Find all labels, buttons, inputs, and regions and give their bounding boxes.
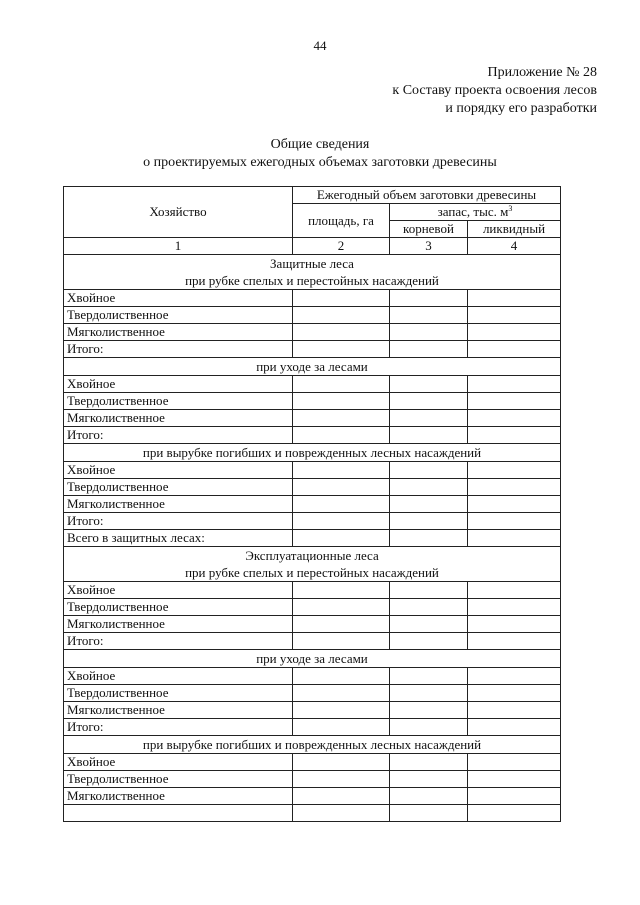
section-title bbox=[64, 255, 561, 290]
appendix-reference-cont: и порядку его разработки bbox=[445, 101, 597, 116]
appendix-reference: к Составу проекта освоения лесов bbox=[392, 83, 597, 98]
liquid-cell bbox=[468, 633, 561, 650]
liquid-cell bbox=[468, 599, 561, 616]
header-stock bbox=[390, 204, 561, 221]
liquid-cell bbox=[468, 479, 561, 496]
area-cell bbox=[293, 582, 390, 599]
root-cell bbox=[390, 307, 468, 324]
document-title bbox=[0, 136, 640, 172]
page-number: 44 bbox=[313, 38, 327, 53]
area-cell bbox=[293, 771, 390, 788]
liquid-cell bbox=[468, 719, 561, 736]
row-label: Мягколиственное bbox=[64, 324, 293, 341]
col-number-2: 2 bbox=[293, 238, 390, 255]
section-header bbox=[64, 444, 561, 462]
section-title bbox=[64, 650, 561, 668]
row-label: Хвойное bbox=[64, 376, 293, 393]
table-row bbox=[64, 633, 561, 650]
liquid-cell bbox=[468, 805, 561, 822]
row-label: Твердолиственное bbox=[64, 479, 293, 496]
row-label: Итого: bbox=[64, 719, 293, 736]
area-cell bbox=[293, 530, 390, 547]
liquid-cell bbox=[468, 410, 561, 427]
column-number-row bbox=[64, 238, 561, 255]
row-label: Твердолиственное bbox=[64, 771, 293, 788]
table-row bbox=[64, 599, 561, 616]
area-cell bbox=[293, 393, 390, 410]
area-cell bbox=[293, 324, 390, 341]
section-title-line: при рубке спелых и перестойных насаждений bbox=[185, 565, 439, 580]
area-cell bbox=[293, 719, 390, 736]
appendix-number: Приложение № 28 bbox=[487, 65, 597, 80]
table-row bbox=[64, 307, 561, 324]
title-line-2: о проектируемых ежегодных объемах заготовки древесины bbox=[143, 155, 497, 170]
table-row bbox=[64, 324, 561, 341]
table-row bbox=[64, 582, 561, 599]
root-cell bbox=[390, 668, 468, 685]
section-title bbox=[64, 358, 561, 376]
table-row bbox=[64, 668, 561, 685]
row-label: Итого: bbox=[64, 341, 293, 358]
liquid-cell bbox=[468, 702, 561, 719]
row-label: Хвойное bbox=[64, 462, 293, 479]
liquid-cell bbox=[468, 376, 561, 393]
row-label: Мягколиственное bbox=[64, 410, 293, 427]
area-cell bbox=[293, 479, 390, 496]
root-cell bbox=[390, 582, 468, 599]
root-cell bbox=[390, 719, 468, 736]
root-cell bbox=[390, 685, 468, 702]
row-label: Итого: bbox=[64, 427, 293, 444]
root-cell bbox=[390, 702, 468, 719]
header-liquid: ликвидный bbox=[468, 221, 561, 238]
section-title-line: при уходе за лесами bbox=[256, 651, 368, 666]
root-cell bbox=[390, 754, 468, 771]
row-label: Твердолиственное bbox=[64, 393, 293, 410]
section-title bbox=[64, 444, 561, 462]
liquid-cell bbox=[468, 307, 561, 324]
header-stock-sup: 3 bbox=[508, 204, 513, 213]
table-row bbox=[64, 719, 561, 736]
liquid-cell bbox=[468, 771, 561, 788]
area-cell bbox=[293, 341, 390, 358]
section-title bbox=[64, 547, 561, 582]
liquid-cell bbox=[468, 462, 561, 479]
section-header bbox=[64, 358, 561, 376]
root-cell bbox=[390, 324, 468, 341]
root-cell bbox=[390, 788, 468, 805]
liquid-cell bbox=[468, 290, 561, 307]
row-label: Хвойное bbox=[64, 290, 293, 307]
area-cell bbox=[293, 462, 390, 479]
root-cell bbox=[390, 410, 468, 427]
root-cell bbox=[390, 479, 468, 496]
header-area: площадь, га bbox=[293, 204, 390, 238]
header-row-1 bbox=[64, 187, 561, 204]
row-label: Мягколиственное bbox=[64, 496, 293, 513]
area-cell bbox=[293, 496, 390, 513]
root-cell bbox=[390, 805, 468, 822]
root-cell bbox=[390, 496, 468, 513]
header-root: корневой bbox=[390, 221, 468, 238]
area-cell bbox=[293, 513, 390, 530]
area-cell bbox=[293, 685, 390, 702]
table-row bbox=[64, 427, 561, 444]
liquid-cell bbox=[468, 530, 561, 547]
row-label: Твердолиственное bbox=[64, 599, 293, 616]
area-cell bbox=[293, 410, 390, 427]
row-label: Мягколиственное bbox=[64, 616, 293, 633]
row-label: Всего в защитных лесах: bbox=[64, 530, 293, 547]
root-cell bbox=[390, 633, 468, 650]
table-row bbox=[64, 462, 561, 479]
title-line-1: Общие сведения bbox=[270, 137, 370, 152]
root-cell bbox=[390, 771, 468, 788]
root-cell bbox=[390, 393, 468, 410]
row-label bbox=[64, 805, 293, 822]
col-number-3: 3 bbox=[390, 238, 468, 255]
liquid-cell bbox=[468, 788, 561, 805]
root-cell bbox=[390, 341, 468, 358]
liquid-cell bbox=[468, 496, 561, 513]
area-cell bbox=[293, 290, 390, 307]
table-row bbox=[64, 290, 561, 307]
harvest-volume-table bbox=[63, 186, 561, 822]
section-header bbox=[64, 650, 561, 668]
root-cell bbox=[390, 376, 468, 393]
area-cell bbox=[293, 307, 390, 324]
section-title-line: Защитные леса bbox=[270, 256, 354, 271]
table-row bbox=[64, 376, 561, 393]
appendix-note bbox=[392, 64, 597, 118]
area-cell bbox=[293, 754, 390, 771]
area-cell bbox=[293, 702, 390, 719]
root-cell bbox=[390, 462, 468, 479]
liquid-cell bbox=[468, 582, 561, 599]
table-row bbox=[64, 788, 561, 805]
row-label: Хвойное bbox=[64, 754, 293, 771]
liquid-cell bbox=[468, 685, 561, 702]
area-cell bbox=[293, 805, 390, 822]
section-header bbox=[64, 547, 561, 582]
table-row bbox=[64, 341, 561, 358]
row-label: Мягколиственное bbox=[64, 702, 293, 719]
col-number-4: 4 bbox=[468, 238, 561, 255]
liquid-cell bbox=[468, 754, 561, 771]
area-cell bbox=[293, 427, 390, 444]
area-cell bbox=[293, 599, 390, 616]
section-header bbox=[64, 736, 561, 754]
liquid-cell bbox=[468, 324, 561, 341]
liquid-cell bbox=[468, 616, 561, 633]
area-cell bbox=[293, 616, 390, 633]
header-economy: Хозяйство bbox=[64, 187, 293, 238]
col-number-1: 1 bbox=[64, 238, 293, 255]
table-row bbox=[64, 513, 561, 530]
liquid-cell bbox=[468, 513, 561, 530]
table-row bbox=[64, 393, 561, 410]
root-cell bbox=[390, 427, 468, 444]
table-row bbox=[64, 771, 561, 788]
section-title-line: при уходе за лесами bbox=[256, 359, 368, 374]
area-cell bbox=[293, 788, 390, 805]
section-title-line: при рубке спелых и перестойных насаждений bbox=[185, 273, 439, 288]
table-row bbox=[64, 496, 561, 513]
section-title-line: при вырубке погибших и поврежденных лесных насаждений bbox=[142, 737, 482, 752]
header-annual-volume: Ежегодный объем заготовки древесины bbox=[293, 187, 561, 204]
table-row bbox=[64, 479, 561, 496]
section-title-line: при вырубке погибших и поврежденных лесных насаждений bbox=[142, 445, 482, 460]
table-row bbox=[64, 805, 561, 822]
area-cell bbox=[293, 633, 390, 650]
section-header bbox=[64, 255, 561, 290]
root-cell bbox=[390, 290, 468, 307]
area-cell bbox=[293, 668, 390, 685]
liquid-cell bbox=[468, 341, 561, 358]
table-row bbox=[64, 702, 561, 719]
liquid-cell bbox=[468, 427, 561, 444]
root-cell bbox=[390, 513, 468, 530]
header-stock-label: запас, тыс. м bbox=[437, 204, 509, 219]
section-title-line: Эксплуатационные леса bbox=[245, 548, 379, 563]
section-title bbox=[64, 736, 561, 754]
table-row bbox=[64, 754, 561, 771]
liquid-cell bbox=[468, 393, 561, 410]
row-label: Итого: bbox=[64, 513, 293, 530]
row-label: Твердолиственное bbox=[64, 307, 293, 324]
table-row bbox=[64, 685, 561, 702]
root-cell bbox=[390, 530, 468, 547]
row-label: Хвойное bbox=[64, 582, 293, 599]
table-row bbox=[64, 616, 561, 633]
table-row bbox=[64, 530, 561, 547]
liquid-cell bbox=[468, 668, 561, 685]
root-cell bbox=[390, 599, 468, 616]
row-label: Итого: bbox=[64, 633, 293, 650]
row-label: Мягколиственное bbox=[64, 788, 293, 805]
row-label: Хвойное bbox=[64, 668, 293, 685]
root-cell bbox=[390, 616, 468, 633]
area-cell bbox=[293, 376, 390, 393]
table-row bbox=[64, 410, 561, 427]
row-label: Твердолиственное bbox=[64, 685, 293, 702]
